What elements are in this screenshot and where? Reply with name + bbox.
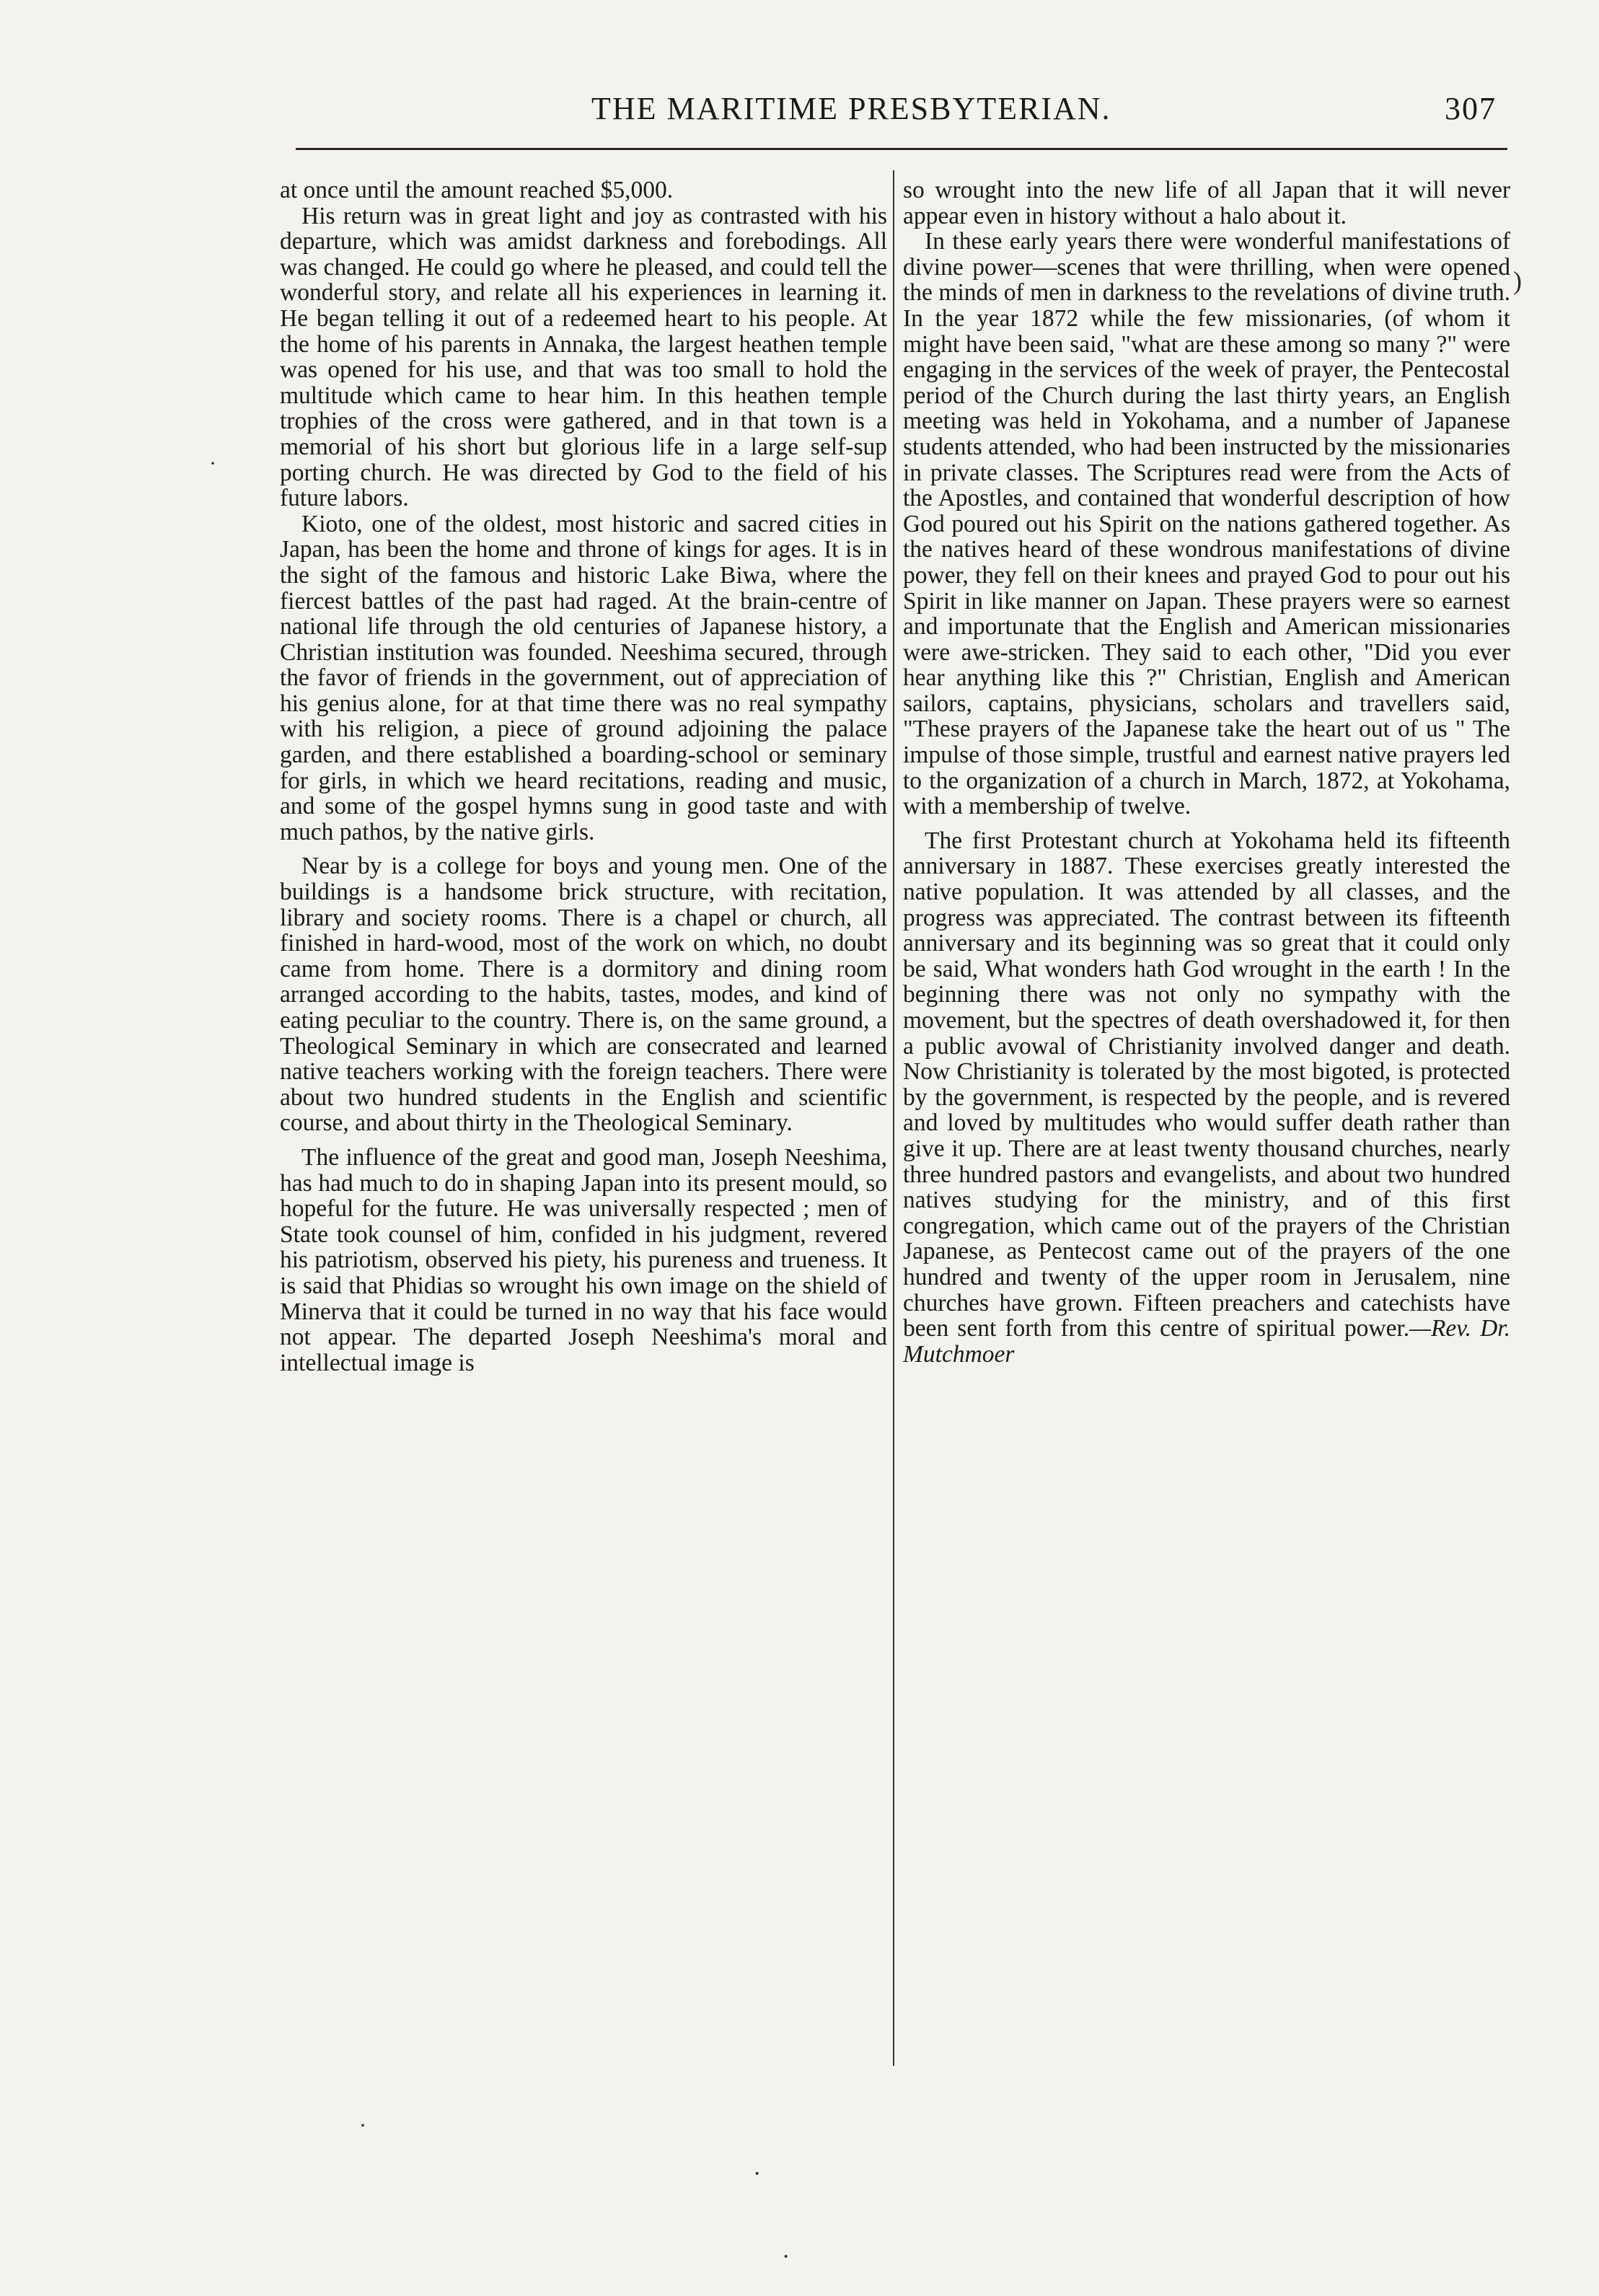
right-paragraph-3 [903, 828, 1510, 1367]
margin-dot: · [209, 452, 216, 475]
right-column [903, 177, 1510, 1367]
left-paragraph-4: Near by is a college for boys and young men. One of the buildings is a handsome brick structure, with recitation, library and society rooms. There is a chapel or church, all finished in hard-wood, most of the work on which, no doubt came from home. There is a dormitory and dining room arranged according to the habits, tastes, modes, and kind of eating peculiar to the country. There is, on the same ground, a Theological Seminary in which are consecrated and learned native teachers working with the foreign teachers. There were about two hundred students in the English and scientific course, and about thirty in the Theological Seminary. [280, 853, 887, 1137]
right-paragraph-2: In these early years there were wonderful manifestations of divine power—scenes that were thrilling, when were opened the minds of men in darkness to the revelations of divine truth. In the year 1872 while the few missionaries, (of whom it might have been said, "what are these among so many ?" were engaging in the services of the week of prayer, the Pentecostal period of the Church during the last thirty years, an English meeting was held in Yokohama, and a number of Japanese students attended, who had been instructed by the missionaries in private classes. The Scriptures read were from the Acts of the Apostles, and contained that wonderful description of how God poured out his Spirit on the nations gathered together. As the natives heard of these wondrous manifestations of divine power, they fell on their knees and prayed God to pour out his Spirit in like manner on Japan. These prayers were so earnest and importunate that the English and American missionaries were awe-stricken. They said to each other, "Did you ever hear anything like this ?" Christian, English and American sailors, captains, physicians, scholars and travellers said, "These prayers of the Japanese take the heart out of us " The impulse of those simple, trustful and earnest native prayers led to the organization of a church in March, 1872, at Yokohama, with a membership of twelve. [903, 228, 1510, 820]
margin-mark: ) [1513, 266, 1522, 295]
page-speck: · [782, 2243, 790, 2270]
left-paragraph-5: The influence of the great and good man, Joseph Neeshima, has had much to do in shaping Japan into its present mould, so hopeful for the future. He was universally respected ; men of State took counsel of him, confided in his judgment, revered his patriotism, observed his piety, his pureness and trueness. It is said that Phidias so wrought his own image on the shield of Minerva that it could be turned in no way that his face would not appear. The departed Joseph Neeshima's moral and intellectual image is [280, 1143, 887, 1376]
right-paragraph-1: so wrought into the new life of all Japan that it will never appear even in history without a halo about it. [903, 177, 1510, 229]
page-speck: · [359, 2114, 366, 2137]
left-paragraph-2: His return was in great light and joy as contrasted with his departure, which was amidst darkness and forebodings. All was changed. He could go where he pleased, and could tell the wonderful story, and relate all his experiences in learning it. He began telling it out of a redeemed heart to his people. At the home of his parents in Annaka, the largest heathen temple was opened for his use, and that was too small to hold the multitude which came to hear him. In this heathen temple trophies of the cross were gathered, and in that town is a memorial of his short but glorious life in a large self-sup porting church. He was directed by God to the field of his future labors. [280, 202, 887, 512]
left-paragraph-3: Kioto, one of the oldest, most historic and sacred cities in Japan, has been the home and throne of kings for ages. It is in the sight of the famous and historic Lake Biwa, where the fiercest battles of the past had raged. At the brain-centre of national life through the old centuries of Japanese history, a Christian institution was founded. Neeshima secured, through the favor of friends in the government, out of appreciation of his genius alone, for at that time there was no real sympathy with his religion, a piece of ground adjoining the palace garden, and there established a boarding-school or seminary for girls, in which we heard recitations, reading and music, and some of the gospel hymns sung in good taste and with much pathos, by the native girls. [280, 510, 887, 845]
author-signature: —Rev. Dr. Mutchmoer [903, 1315, 1510, 1368]
running-head [288, 90, 1515, 133]
column-divider [893, 170, 894, 2066]
left-column [280, 177, 887, 1376]
right-paragraph-3-text: The first Protestant church at Yokohama held its fifteenth anniversary in 1887. These exercises greatly interested the native population. It was attended by all classes, and the progress was appreciated. The contrast between its fifteenth anniversary and its beginning was so great that it could only be said, What wonders hath God wrought in the earth ! In the beginning there was not only no sympathy with the movement, but the spectres of death overshadowed it, for then a public avowal of Christianity involved danger and death. Now Christianity is tolerated by the most bigoted, is protected by the government, is respected by the people, and is revered and loved by multitudes who would suffer death rather than give it up. There are at least twenty thousand churches, nearly three hundred pastors and evangelists, and about two hundred natives studying for the ministry, and of this first congregation, which came out of the prayers of the Christian Japanese, as Pentecost came out of the prayers of the one hundred and twenty of the upper room in Jerusalem, nine churches have grown. Fifteen preachers and catechists have been sent forth from this centre of spiritual power. [903, 827, 1510, 1342]
publication-title: THE MARITIME PRESBYTERIAN. [591, 91, 1111, 126]
left-paragraph-1: at once until the amount reached $5,000. [280, 177, 674, 203]
header-rule [296, 148, 1507, 150]
page-number: 307 [1445, 91, 1497, 126]
page-speck: · [753, 2160, 762, 2187]
